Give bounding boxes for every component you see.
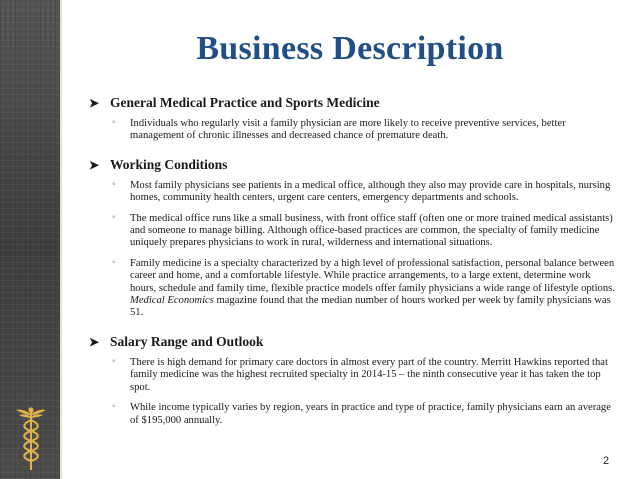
- section-heading-text: Working Conditions: [110, 156, 228, 172]
- list-item: [90, 402, 615, 427]
- slide-content: [90, 95, 615, 441]
- section-heading: [90, 95, 615, 111]
- sidebar-divider: [60, 0, 62, 479]
- section-salary-outlook: [90, 334, 615, 427]
- section-heading: [90, 334, 615, 350]
- list-item-text: Family medicine is a specialty characterized by a high level of professional satisfaction, personal balance between career and home, and a comfortable lifestyle. While practice arrangements, to a large extent, determine work hours, schedule and family time, flexible practice models offer family physicians a wide range of lifestyle options.: [130, 257, 615, 294]
- list-item-text: Most family physicians see patients in a medical office, although they also may provide care in hospitals, nursing homes, community health centers, urgent care centers, emergency departments and schools.: [130, 179, 611, 204]
- arrow-bullet-icon: ➤: [89, 96, 100, 110]
- list-item-text: While income typically varies by region, years in practice and type of practice, family physicians earn an average of $195,000 annually.: [130, 402, 611, 426]
- list-item: [90, 258, 615, 320]
- circle-bullet-icon: ◦: [112, 211, 116, 223]
- list-item: [90, 213, 615, 250]
- section-heading-text: General Medical Practice and Sports Medicine: [110, 95, 380, 110]
- circle-bullet-icon: ◦: [112, 401, 116, 413]
- circle-bullet-icon: ◦: [112, 355, 116, 367]
- list-item-text: The medical office runs like a small business, with front office staff (often one or more trained medical assistants) and someone to manage billing. Although office-based practices are common, the specialty of family medicine uniquely prepares physicians to work in rural, wilderness and international situations.: [130, 212, 613, 249]
- circle-bullet-icon: ◦: [112, 256, 116, 268]
- list-item-text: magazine found that the median number of hours worked per week by family physicians was 51.: [130, 295, 611, 319]
- section-working-conditions: [90, 157, 615, 320]
- list-item: [90, 357, 615, 394]
- section-general-practice: [90, 95, 615, 143]
- caduceus-icon: [16, 402, 46, 472]
- section-heading-text: Salary Range and Outlook: [110, 333, 264, 349]
- section-heading: [90, 157, 615, 173]
- list-item-text: There is high demand for primary care doctors in almost every part of the country. Merritt Hawkins reported that family medicine was the highest recruited specialty in 2014-15 – the ninth consecutive year it has taken the top spot.: [130, 356, 608, 393]
- list-item-text: Individuals who regularly visit a family physician are more likely to receive preventive services, better management of chronic illnesses and decreased chance of premature death.: [130, 118, 566, 142]
- decorative-sidebar: [0, 0, 60, 479]
- circle-bullet-icon: ◦: [112, 178, 116, 190]
- list-item: [90, 180, 615, 205]
- magazine-name: Medical Economics: [130, 295, 214, 307]
- arrow-bullet-icon: ➤: [89, 157, 100, 172]
- page-number: 2: [603, 455, 610, 467]
- list-item: [90, 118, 615, 143]
- arrow-bullet-icon: ➤: [89, 334, 100, 349]
- circle-bullet-icon: ◦: [112, 117, 116, 128]
- slide-title: Business Description: [196, 30, 504, 67]
